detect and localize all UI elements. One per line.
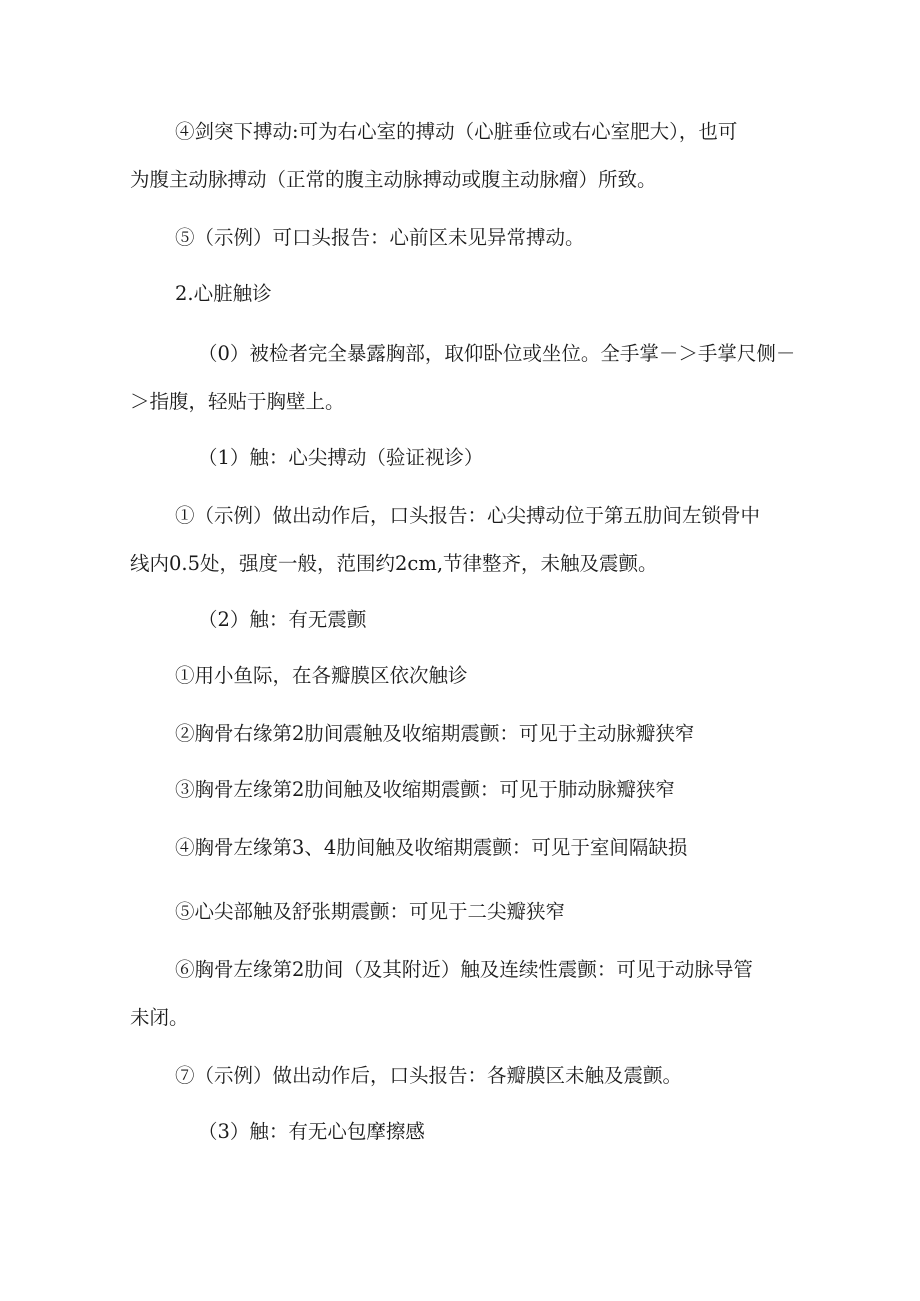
list-item-thrill-2: ②胸骨右缘第2肋间震触及收缩期震颤：可见于主动脉瓣狭窄 [175, 722, 695, 745]
list-item-thrill-6-line2: 未闭。 [130, 1006, 189, 1029]
subheading-pericardial-friction: （3）触：有无心包摩擦感 [198, 1120, 425, 1143]
list-item-thrill-5: ⑤心尖部触及舒张期震颤：可见于二尖瓣狭窄 [175, 900, 566, 923]
paragraph-example-report-1: ⑤（示例）可口头报告：心前区未见异常搏动。 [175, 226, 585, 249]
section-heading-palpation: 2.心脏触诊 [175, 282, 272, 305]
paragraph-apex-report-line1: ①（示例）做出动作后，口头报告：心尖搏动位于第五肋间左锁骨中 [175, 504, 761, 527]
list-item-thrill-1: ①用小鱼际，在各瓣膜区依次触诊 [175, 664, 468, 687]
list-item-thrill-6-line1: ⑥胸骨左缘第2肋间（及其附近）触及连续性震颤：可见于动脉导管 [175, 958, 753, 981]
subheading-thrill: （2）触：有无震颤 [198, 608, 367, 631]
paragraph-xiphoid-line1: ④剑突下搏动:可为右心室的搏动（心脏垂位或右心室肥大），也可 [175, 120, 738, 143]
paragraph-xiphoid-line2: 为腹主动脉搏动（正常的腹主动脉搏动或腹主动脉瘤）所致。 [130, 168, 657, 191]
list-item-thrill-4: ④胸骨左缘第3、4肋间触及收缩期震颤：可见于室间隔缺损 [175, 836, 688, 859]
paragraph-step-0-line1: （0）被检者完全暴露胸部，取仰卧位或坐位。全手掌－＞手掌尺侧－ [198, 342, 796, 365]
list-item-thrill-3: ③胸骨左缘第2肋间触及收缩期震颤：可见于肺动脉瓣狭窄 [175, 778, 675, 801]
paragraph-step-0-line2: ＞指腹，轻贴于胸壁上。 [130, 390, 345, 413]
paragraph-apex-report-line2: 线内0.5处，强度一般，范围约2cm,节律整齐，未触及震颤。 [130, 552, 658, 575]
list-item-thrill-7: ⑦（示例）做出动作后，口头报告：各瓣膜区未触及震颤。 [175, 1064, 683, 1087]
subheading-apex-beat: （1）触：心尖搏动（验证视诊） [198, 446, 484, 469]
